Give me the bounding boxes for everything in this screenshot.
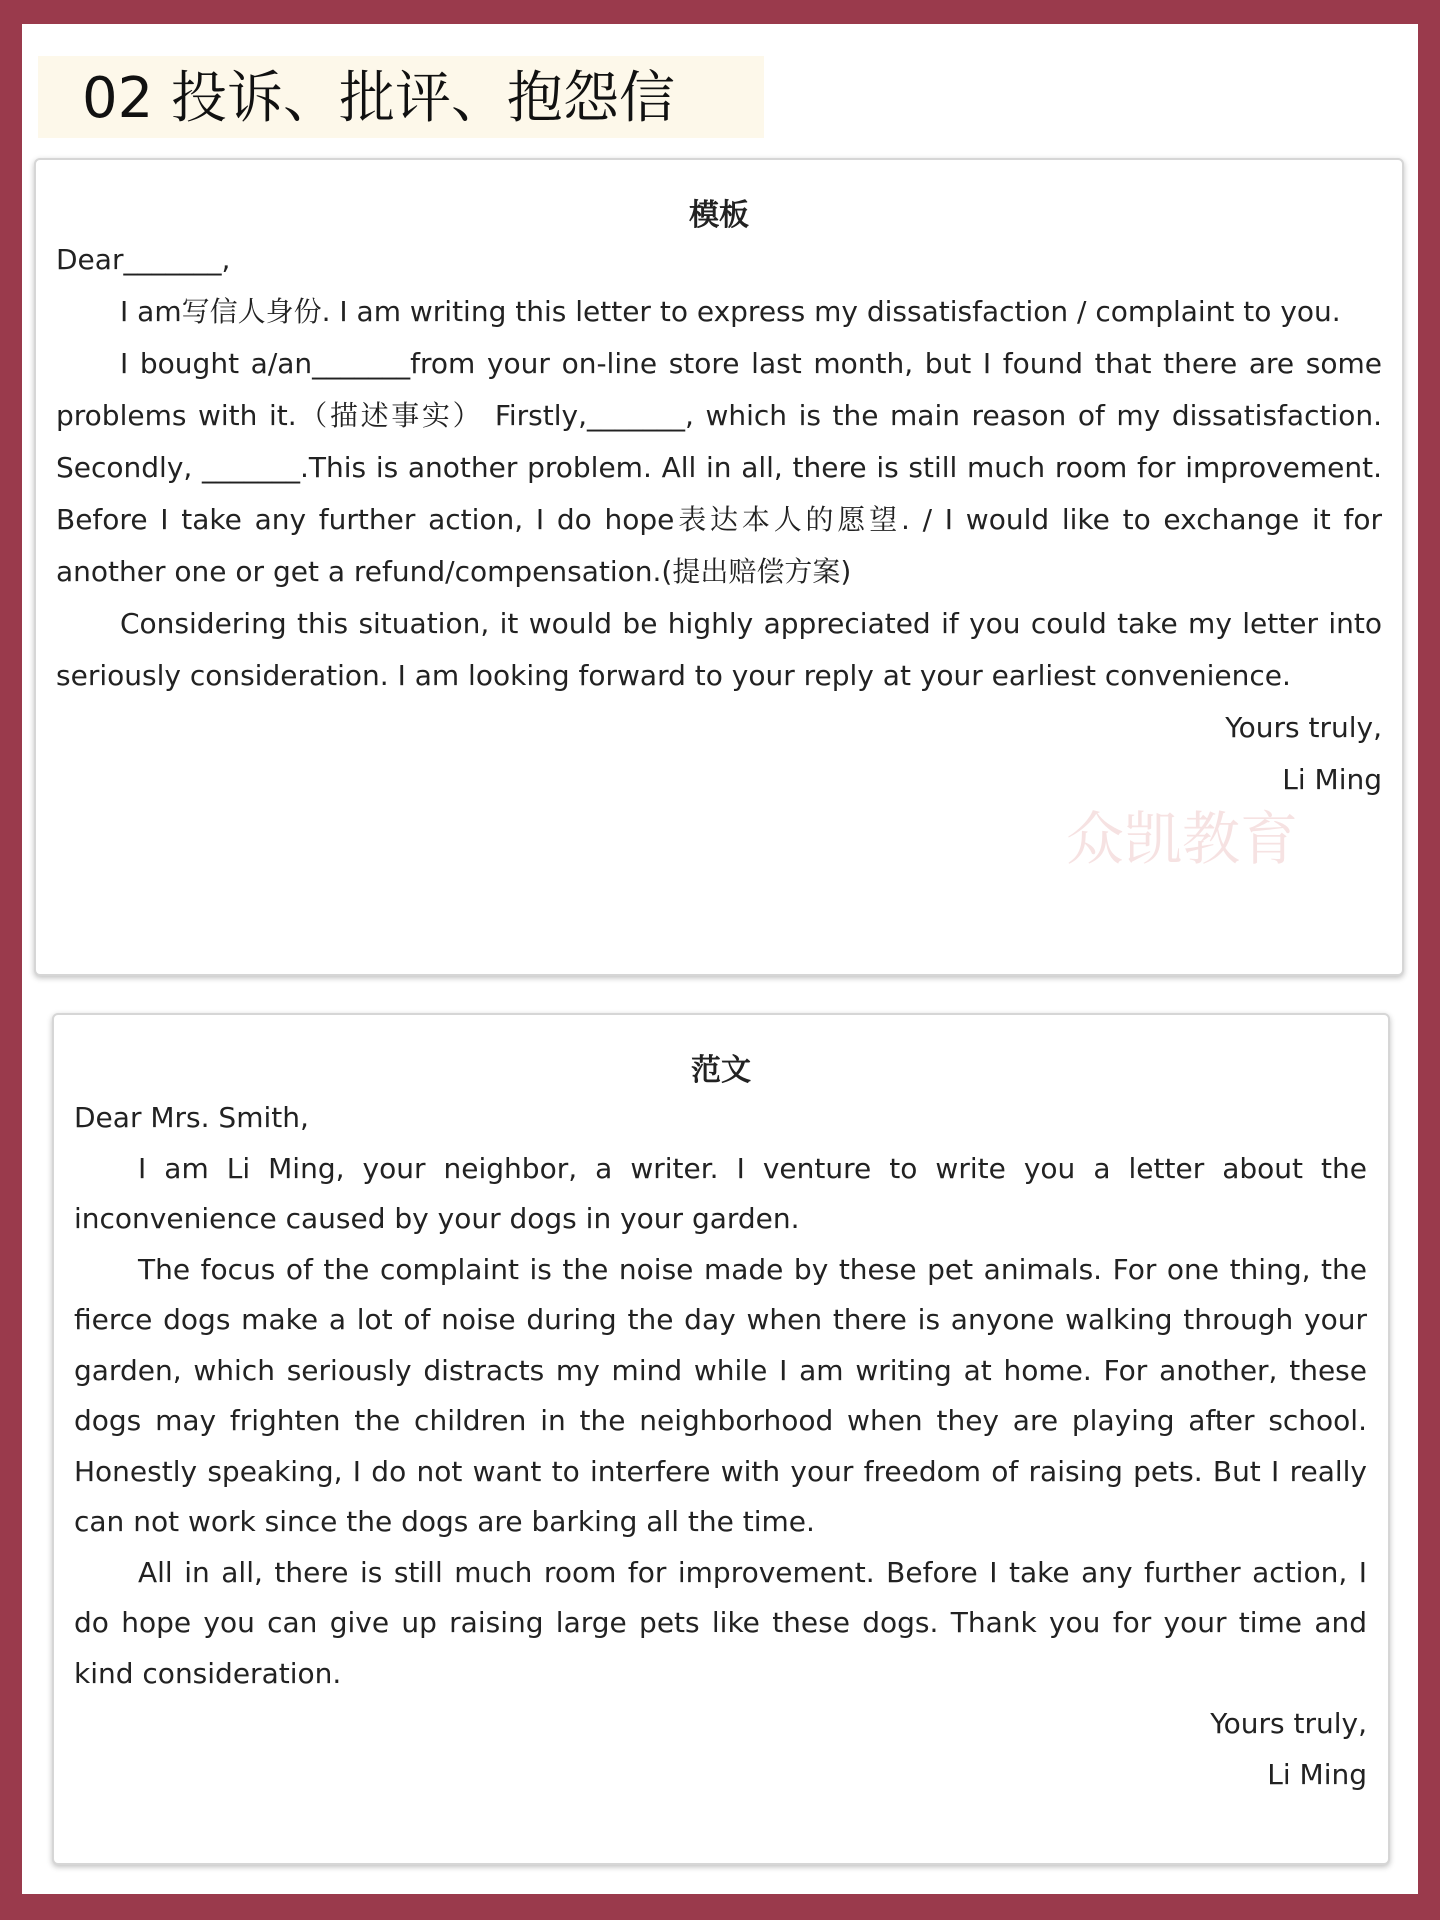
template-closing: Yours truly, [1225,711,1382,744]
page-frame [22,24,1418,1894]
template-signature: Li Ming [1282,763,1382,796]
template-salutation: Dear_______, [56,243,231,276]
template-heading: 模板 [689,198,749,233]
template-card [34,158,1404,976]
template-paragraph-2: I bought a/an_______from your on-line store last month, but I found that there are some problems with it.（描述事实） Firstly,_______, which is the main reason of my dissatisfaction. Secondly, _______.This is another problem. All in all, there is still much room for improvement. Before I take any further action, I do hope表达本人的愿望. / I would like to exchange it for another one or get a refund/compensation.(提出赔偿方案) [56,347,1382,588]
sample-body [74,1093,1367,1800]
sample-paragraph-2: The focus of the complaint is the noise made by these pet animals. For one thing, the fierce dogs make a lot of noise during the day when there is anyone walking through your garden, which seriously distracts my mind while I am writing at home. For another, these dogs may frighten the children in the neighborhood when they are playing after school. Honestly speaking, I do not want to interfere with your freedom of raising pets. But I really can not work since the dogs are barking all the time. [74,1252,1367,1538]
section-title: 02 投诉、批评、抱怨信 [82,66,676,131]
sample-salutation: Dear Mrs. Smith, [74,1101,309,1134]
sample-card [52,1013,1390,1865]
watermark: 众凯教育 [1065,805,1298,873]
sample-paragraph-1: I am Li Ming, your neighbor, a writer. I venture to write you a letter about the inconvenience caused by your dogs in your garden. [74,1151,1367,1235]
template-paragraph-3: Considering this situation, it would be highly appreciated if you could take my letter into seriously consideration. I am looking forward to your reply at your earliest convenience. [56,607,1382,692]
template-paragraph-1: I am写信人身份. I am writing this letter to express my dissatisfaction / complaint to you. [120,295,1341,328]
template-body [56,234,1382,806]
sample-closing: Yours truly, [1210,1707,1367,1740]
sample-paragraph-3: All in all, there is still much room for improvement. Before I take any further action, I do hope you can give up raising large pets like these dogs. Thank you for your time and kind consideration. [74,1555,1367,1690]
sample-heading: 范文 [691,1053,751,1088]
sample-signature: Li Ming [1267,1757,1367,1791]
